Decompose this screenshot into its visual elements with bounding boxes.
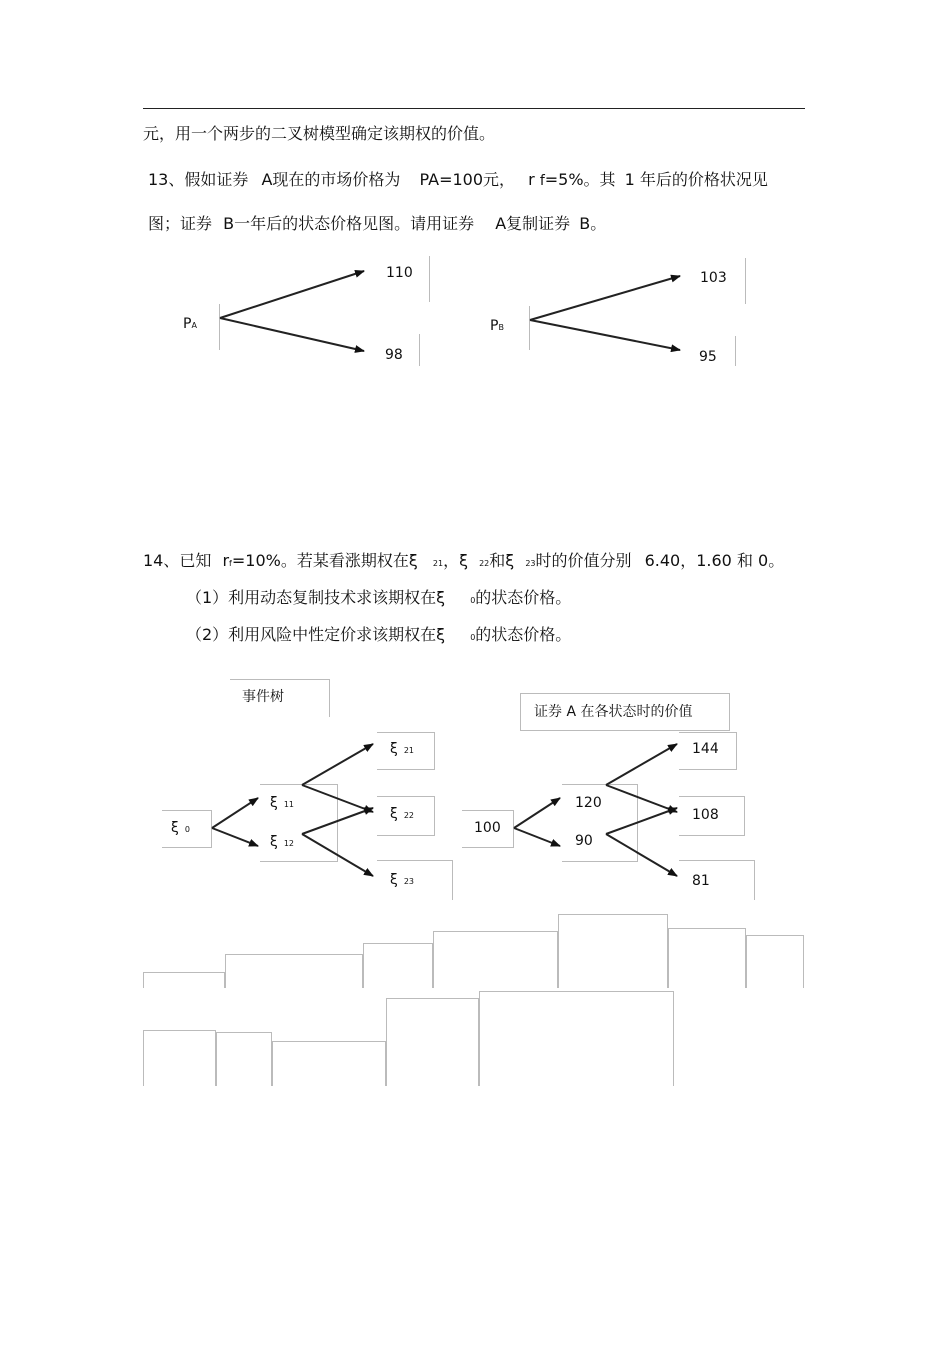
tree-a-down-value: 98	[385, 347, 403, 363]
q14-text-f: 时的价值分别	[535, 551, 632, 570]
q14-item2-sub: 0	[470, 633, 476, 642]
continuation-line: 元，用一个两步的二叉树模型确定该期权的价值。	[143, 124, 496, 143]
tree-b-down-value: 95	[699, 349, 717, 365]
empty-box	[225, 954, 363, 988]
q13-text-a: 13、假如证券	[148, 170, 249, 189]
empty-box	[216, 1032, 272, 1086]
tree-a-root-letter: P	[183, 316, 192, 332]
event-tree-title: 事件树	[242, 689, 284, 705]
xi12-sub: 12	[283, 839, 294, 848]
down1-to-ud-arrow	[606, 808, 677, 834]
up1-to-uu-arrow	[606, 744, 677, 785]
q14-item2-a: （2）利用风险中性定价求该期权在ξ	[186, 625, 446, 644]
xi0-sub: 0	[184, 825, 190, 834]
q14-text-d: ，ξ	[443, 551, 468, 570]
q14-sub-23: 23	[525, 559, 536, 568]
xi11-sub: 11	[283, 800, 294, 809]
q13-text-d: =100元，	[439, 170, 516, 189]
empty-box	[433, 931, 558, 988]
tree-a-up-arrow	[220, 271, 364, 318]
empty-box	[143, 1030, 216, 1086]
xi0-to-xi11-arrow	[212, 798, 258, 828]
q14-text-b: r	[222, 551, 230, 570]
q14-item1-a: （1）利用动态复制技术求该期权在ξ	[186, 588, 446, 607]
down1-value: 90	[575, 833, 593, 849]
xi11-glyph: ξ	[270, 795, 278, 811]
q13-line2-b: B一年后的状态价格见图。请用证券	[223, 214, 475, 233]
q14-sub-21: 21	[432, 559, 444, 568]
q14-item1-sub: 0	[470, 596, 476, 605]
tree-b-root-sub: B	[498, 323, 504, 332]
tree-b-root-letter: P	[490, 318, 499, 334]
tree-b-up-arrow	[530, 276, 680, 320]
q13-line2-a: 图；证券	[148, 214, 213, 233]
q13-sub-a: A	[428, 170, 440, 189]
root-to-up1-arrow	[514, 798, 560, 828]
xi21-sub: 21	[403, 746, 414, 755]
empty-box	[558, 914, 668, 988]
xi12-to-xi22-arrow	[302, 808, 373, 834]
tree-b-down-arrow	[530, 320, 680, 350]
tree-a-up-value: 110	[386, 265, 413, 281]
xi11-to-xi22-arrow	[302, 785, 373, 812]
q13-text-g: 1	[624, 170, 635, 189]
xi22-glyph: ξ	[390, 806, 398, 822]
q14-item1-b: 的状态价格。	[475, 588, 572, 607]
up1-value: 120	[575, 795, 602, 811]
xi12-glyph: ξ	[270, 834, 278, 850]
empty-box	[386, 998, 479, 1086]
xi0-to-xi12-arrow	[212, 828, 258, 846]
xi12-to-xi23-arrow	[302, 834, 373, 876]
xi23-glyph: ξ	[390, 872, 398, 888]
q13-text-c: P	[419, 170, 429, 189]
empty-box	[363, 943, 433, 988]
q14-text-c: =10%。若某看涨期权在ξ	[231, 551, 418, 570]
value-root: 100	[474, 820, 501, 836]
empty-box	[272, 1041, 386, 1086]
empty-box	[479, 991, 674, 1086]
q14-item2-b: 的状态价格。	[475, 625, 572, 644]
dd-value: 81	[692, 873, 710, 889]
q14-text-a: 14、已知	[143, 551, 212, 570]
q13-line2-d: B。	[579, 214, 607, 233]
q13-text-h: 年后的价格状况见	[639, 170, 768, 189]
empty-box	[143, 972, 225, 988]
tree-a-root-sub: A	[191, 321, 197, 330]
empty-box	[668, 928, 746, 988]
down1-to-dd-arrow	[606, 834, 677, 876]
q13-line2-c: A复制证券	[495, 214, 571, 233]
q13-text-b: A现在的市场价格为	[261, 170, 401, 189]
tree-a-down-arrow	[220, 318, 364, 351]
ud-value: 108	[692, 807, 719, 823]
xi11-to-xi21-arrow	[302, 744, 373, 785]
q13-sub-f: f	[539, 173, 545, 189]
up1-to-ud-arrow	[606, 785, 677, 812]
xi23-sub: 23	[403, 877, 414, 886]
q14-sub-22: 22	[479, 559, 490, 568]
xi22-sub: 22	[403, 811, 414, 820]
q13-text-e: r	[528, 170, 535, 189]
q13-text-f: =5%。其	[544, 170, 616, 189]
tree-b-up-value: 103	[700, 270, 727, 286]
q14-text-e: 和ξ	[489, 551, 515, 570]
q14-text-g: 6.40，1.60 和 0。	[644, 551, 785, 570]
value-tree-title: 证券 A 在各状态时的价值	[534, 704, 693, 720]
xi0-glyph: ξ	[171, 820, 179, 836]
xi21-glyph: ξ	[390, 741, 398, 757]
uu-value: 144	[692, 741, 719, 757]
q14-sub-b: f	[229, 559, 232, 568]
empty-box	[746, 935, 804, 988]
root-to-down1-arrow	[514, 828, 560, 846]
